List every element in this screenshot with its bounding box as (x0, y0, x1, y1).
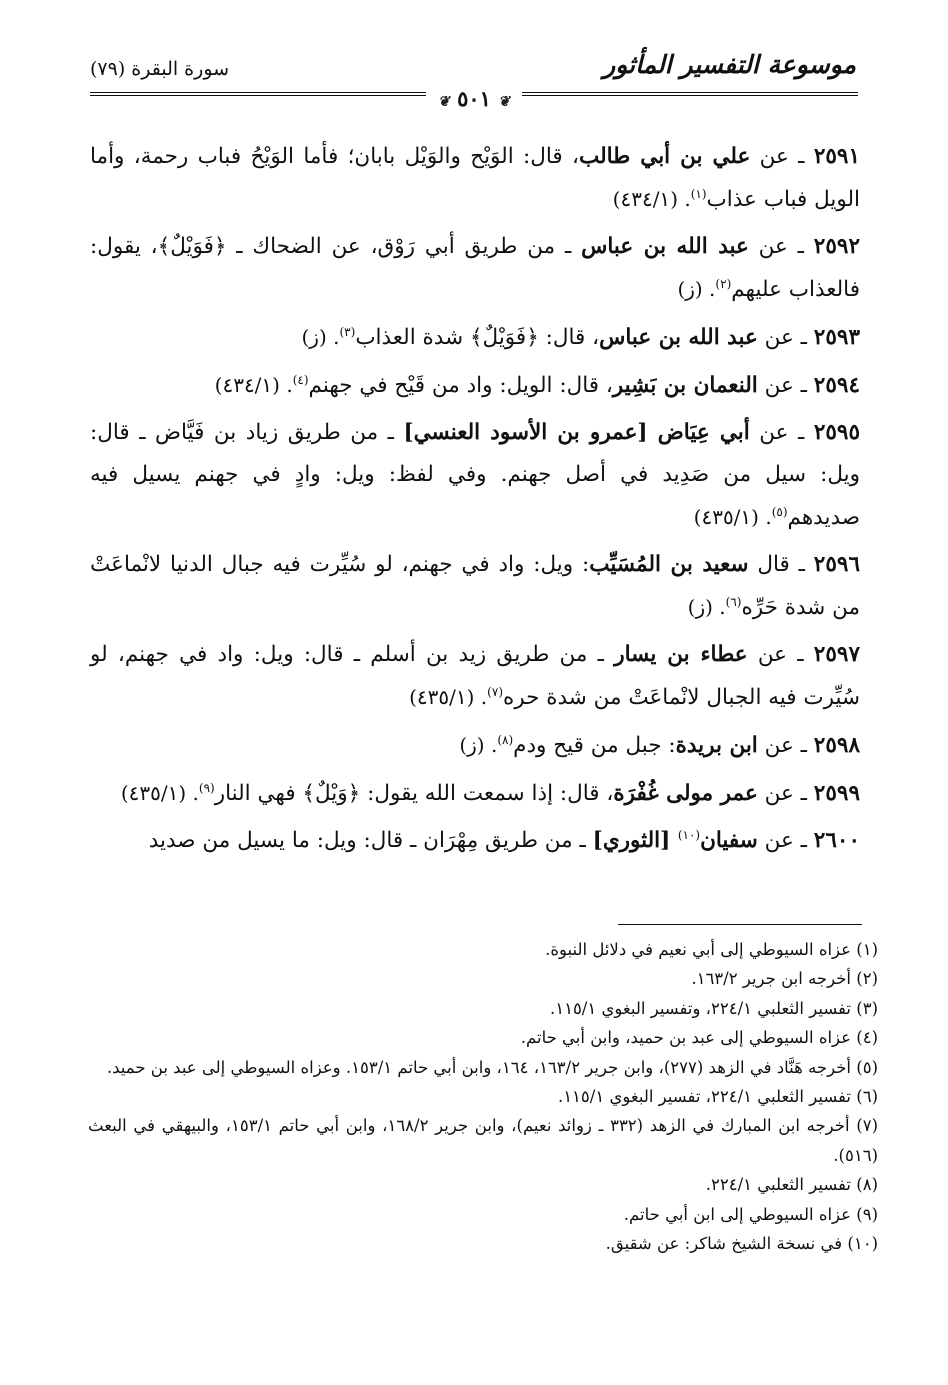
entry-number: ٢٥٩٥ (813, 420, 861, 445)
footnote-marker: (١٠) (677, 827, 701, 842)
footnote-marker: (٤) (292, 372, 309, 387)
entry-paragraph (90, 364, 860, 407)
narrator-name: عبد الله بن عباس (581, 234, 749, 259)
entry-number: ٢٥٩٩ (813, 781, 860, 806)
volume-reference: . (٤٣٥/١) (409, 685, 488, 709)
volume-reference: . (ز) (687, 595, 726, 619)
footnote-marker: (٧) (487, 684, 503, 699)
narrator-name: سفيان (700, 828, 758, 853)
volume-reference: . (ز) (677, 277, 716, 301)
entry-text: : جبل من قيح ودم (513, 733, 676, 758)
footnote-marker: (٩) (198, 780, 215, 795)
entry-paragraph (90, 316, 860, 359)
volume-reference: . (٤٣٥/١) (693, 505, 772, 529)
entry-paragraph (90, 226, 860, 311)
footnote-marker: (١) (690, 186, 707, 201)
page-number: ٥٠١ (457, 86, 491, 111)
entry-number: ٢٥٩٢ (813, 234, 860, 259)
entry-number: ٢٥٩١ (813, 144, 861, 169)
entry-paragraph (90, 136, 860, 221)
entry-lead: ـ عن (757, 828, 814, 853)
narrator-name: أبي عِيَاض [عمرو بن الأسود العنسي] (403, 420, 750, 445)
volume-reference: . (ز) (459, 733, 498, 757)
entry-lead: ـ عن (748, 234, 814, 259)
sura-label: سورة البقرة (٧٩) (90, 58, 230, 80)
entry-text: ، قال: الوَيْح والوَيْل بابان؛ فأما الوَيْحُ فباب رحمة، وأما الويل فباب عذاب (90, 144, 860, 212)
footnote-marker: (٦) (725, 594, 742, 609)
entry-lead: ـ عن (757, 373, 814, 398)
entry-text: ـ من طريق مِهْرَان ـ قال: ويل: ما يسيل من صديد (148, 828, 593, 853)
entry-text: ـ من طريق زيد بن أسلم ـ قال: ويل: واد في جهنم، لو سُيِّرت فيه الجبال لانْماعَتْ من شدة حره (90, 642, 860, 710)
narrator-name-extra: [الثوري] (592, 828, 678, 853)
ornament-icon: ❦ (438, 94, 450, 110)
book-title: موسوعة التفسير المأثور (603, 50, 856, 79)
entry-number: ٢٥٩٦ (813, 552, 860, 577)
entry-text: ، قال: الويل: واد من قَيْح في جهنم (308, 373, 613, 398)
entry-paragraph (90, 772, 860, 815)
ornament-icon: ❦ (498, 94, 510, 110)
footnote-marker: (٢) (715, 276, 732, 291)
entry-text: : ويل: واد في جهنم، لو سُيِّرت فيه جبال الدنيا لانْماعَتْ من شدة حَرِّه (90, 552, 860, 620)
entry-text: ـ من طريق زياد بن فَيَّاض ـ قال: ويل: سيل من صَدِيد في أصل جهنم. وفي لفظ: ويل: وادٍ في جهنم يسيل فيه صديدهم (90, 420, 860, 530)
entry-lead: ـ عن (749, 420, 814, 445)
footnote-item: (٦) تفسير الثعلبي ٢٢٤/١، تفسير البغوي ١١٥/١. (557, 1087, 878, 1107)
footnote-marker: (٥) (771, 504, 788, 519)
footnote-separator (618, 924, 862, 925)
narrator-name: عطاء بن يسار (614, 642, 748, 667)
narrator-name: عمر مولى غُفْرَة (613, 781, 758, 806)
entry-text: ، قال: إذا سمعت الله يقول: ﴿وَيْلٌ﴾ فهي النار (214, 781, 614, 806)
entry-lead: ـ عن (750, 144, 814, 169)
main-text (90, 136, 860, 867)
footnote-marker: (٣) (339, 324, 356, 339)
footnote-item: (٥) أخرجه هَنَّاد في الزهد (٢٧٧)، وابن جرير ١٦٣/٢، ١٦٤، وابن أبي حاتم ١٥٣/١. وعزاه السيوطي إلى عبد بن حميد. (106, 1057, 878, 1077)
volume-reference: . (٤٣٤/١) (612, 187, 691, 211)
entry-lead: ـ عن (757, 733, 814, 758)
narrator-name: سعيد بن المُسَيِّب (589, 552, 749, 577)
footnotes (88, 935, 878, 1258)
entry-paragraph (90, 412, 860, 539)
entry-lead: ـ عن (757, 781, 814, 806)
page-number-box (426, 86, 522, 111)
footnote-item: (٩) عزاه السيوطي إلى ابن أبي حاتم. (623, 1204, 878, 1224)
entry-text: ، قال: ﴿فَوَيْلٌ﴾ شدة العذاب (355, 325, 600, 350)
entry-paragraph (90, 634, 860, 719)
narrator-name: النعمان بن بَشِير (612, 373, 758, 398)
footnote-item: (٧) أخرجه ابن المبارك في الزهد (٣٣٢ ـ زوائد نعيم)، وابن جرير ١٦٨/٢، وابن أبي حاتم ١٥٣/١، والبيهقي في البعث (٥١٦). (88, 1116, 878, 1165)
page-number-wrap (0, 86, 948, 111)
entry-lead: ـ قال (748, 552, 814, 577)
footnote-marker: (٨) (497, 732, 514, 747)
footnote-item: (٤) عزاه السيوطي إلى عبد بن حميد، وابن أبي حاتم. (520, 1028, 878, 1048)
entry-number: ٢٥٩٧ (813, 642, 860, 667)
entry-paragraph (90, 820, 860, 862)
footnote-item: (٨) تفسير الثعلبي ٢٢٤/١. (705, 1175, 878, 1195)
narrator-name: عبد الله بن عباس (599, 325, 758, 350)
entry-lead: ـ عن (747, 642, 814, 667)
footnote-item: (٢) أخرجه ابن جرير ١٦٣/٢. (691, 969, 878, 989)
entry-paragraph (90, 544, 860, 629)
entry-number: ٢٥٩٤ (813, 373, 860, 398)
volume-reference: . (ز) (301, 325, 340, 349)
entry-number: ٢٥٩٣ (813, 325, 860, 350)
volume-reference: . (٤٣٤/١) (214, 373, 293, 397)
footnote-item: (١٠) في نسخة الشيخ شاكر: عن شقيق. (605, 1234, 878, 1254)
footnote-item: (٣) تفسير الثعلبي ٢٢٤/١، وتفسير البغوي ١١٥/١. (549, 998, 878, 1018)
entry-text: ـ من طريق أبي رَوْق، عن الضحاك ـ ﴿فَوَيْلٌ﴾، يقول: فالعذاب عليهم (90, 234, 860, 302)
narrator-name: ابن بريدة (675, 733, 758, 758)
entry-lead: ـ عن (757, 325, 814, 350)
entry-number: ٢٦٠٠ (813, 828, 860, 853)
entry-number: ٢٥٩٨ (813, 733, 860, 758)
entry-paragraph (90, 724, 860, 767)
footnote-item: (١) عزاه السيوطي إلى أبي نعيم في دلائل النبوة. (545, 940, 878, 959)
volume-reference: . (٤٣٥/١) (120, 781, 199, 805)
narrator-name: علي بن أبي طالب (578, 144, 751, 169)
